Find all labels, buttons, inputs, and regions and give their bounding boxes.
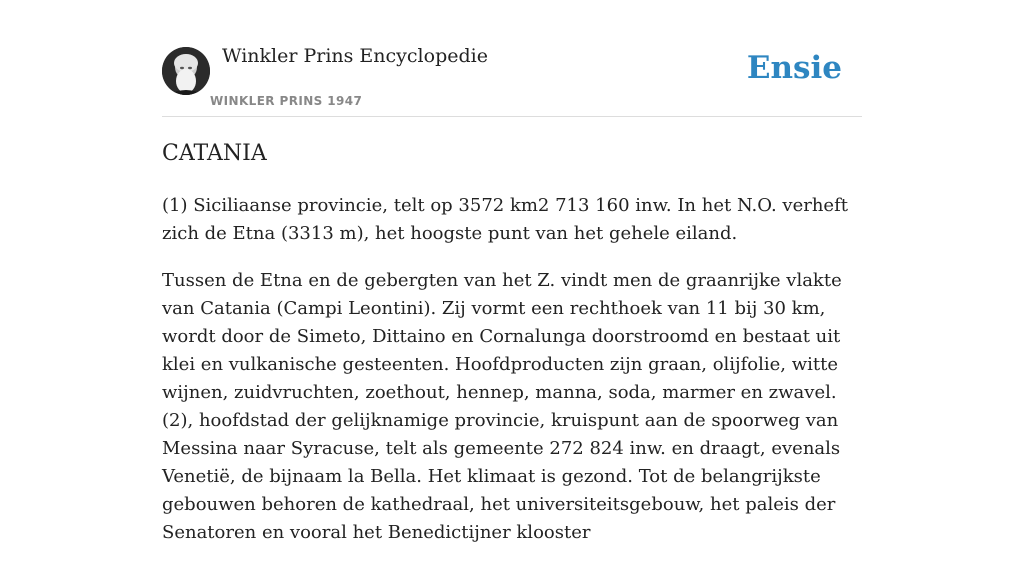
- article-body: [162, 192, 862, 566]
- ensie-logo-link[interactable]: Ensie: [746, 50, 842, 86]
- article-title: CATANIA: [162, 141, 267, 166]
- site-header: [162, 0, 862, 117]
- site-name[interactable]: Winkler Prins Encyclopedie: [222, 45, 488, 67]
- article-paragraph: Tussen de Etna en de gebergten van het Z. vindt men de graanrijke vlakte van Catania (Campi Leontini). Zij vormt een rechthoek van 11 bij 30 km, wordt door de Simeto, Dittaino en Cornalunga doorstroomd en bestaat uit klei en vulkanische gesteenten. Hoofdproducten zijn graan, olijfolie, witte wijnen, zuidvruchten, zoethout, hennep, manna, soda, marmer en zwavel.(2), hoofdstad der gelijknamige provincie, kruispunt aan de spoorweg van Messina naar Syracuse, telt als gemeente 272 824 inw. en draagt, evenals Venetië, de bijnaam la Bella. Het klimaat is gezond. Tot de belangrijkste gebouwen behoren de kathedraal, het universiteitsgebouw, het paleis der Senatoren en vooral het Benedictijner klooster: [162, 270, 842, 543]
- edition-label[interactable]: WINKLER PRINS 1947: [210, 94, 363, 108]
- article-paragraph: (1) Siciliaanse provincie, telt op 3572 km2 713 160 inw. In het N.O. verheft zich de Etna (3313 m), het hoogste punt van het gehele eiland.: [162, 195, 848, 244]
- author-portrait-avatar[interactable]: [162, 47, 210, 95]
- page: [162, 0, 862, 543]
